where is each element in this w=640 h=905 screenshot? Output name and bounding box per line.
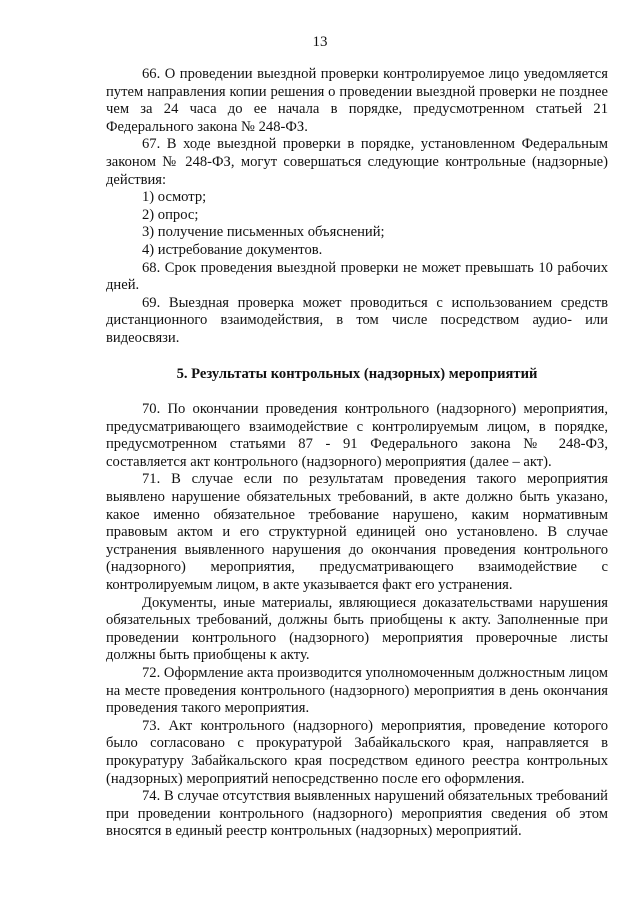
paragraph-69: 69. Выездная проверка может проводиться с использованием средств дистанционного взаимодействия, в том числе посредством аудио- или видеосвязи. bbox=[106, 294, 608, 346]
document-body bbox=[106, 66, 608, 841]
list-item: 1) осмотр; bbox=[142, 189, 207, 206]
list-item: 2) опрос; bbox=[142, 206, 199, 223]
paragraph-67: 67. В ходе выездной проверки в порядке, установленном Федеральным законом № 248-ФЗ, могут совершаться следующие контрольные (надзорные) действия: bbox=[106, 136, 608, 188]
control-actions-list bbox=[106, 189, 608, 259]
section-heading: 5. Результаты контрольных (надзорных) мероприятий bbox=[176, 365, 538, 382]
paragraph-documents: Документы, иные материалы, являющиеся доказательствами нарушения обязательных требований, должны быть приобщены к акту. Заполненные при проведении контрольного (надзорного) мероприятия проверочные листы должны быть приобщены к акту. bbox=[106, 594, 608, 664]
paragraph-73: 73. Акт контрольного (надзорного) мероприятия, проведение которого было согласовано с прокуратурой Забайкальского края, направляется в прокуратуру Забайкальского края посредством единого реестра контрольных (надзорных) мероприятий непосредственно после его оформления. bbox=[106, 717, 608, 787]
page-number: 13 bbox=[312, 34, 328, 50]
paragraph-68: 68. Срок проведения выездной проверки не может превышать 10 рабочих дней. bbox=[106, 259, 608, 294]
paragraph-74: 74. В случае отсутствия выявленных нарушений обязательных требований при проведении контрольного (надзорного) мероприятия сведения об этом вносятся в единый реестр контрольных (надзорных) мероприятий. bbox=[106, 788, 608, 840]
paragraph-70: 70. По окончании проведения контрольного (надзорного) мероприятия, предусматривающего взаимодействие с контролируемым лицом, в порядке, предусмотренном статьями 87 - 91 Федерального закона № 248-ФЗ, составляется акт контрольного (надзорного) мероприятия (далее – акт). bbox=[106, 401, 608, 470]
paragraph-72: 72. Оформление акта производится уполномоченным должностным лицом на месте проведения контрольного (надзорного) мероприятия в день окончания проведения такого мероприятия. bbox=[106, 665, 608, 717]
list-item: 3) получение письменных объяснений; bbox=[142, 224, 385, 241]
paragraph-66: 66. О проведении выездной проверки контролируемое лицо уведомляется путем направления копии решения о проведении выездной проверки не позднее чем за 24 часа до ее начала в порядке, предусмотренном статьей 21 Федерального закона № 248-ФЗ. bbox=[106, 66, 608, 135]
paragraph-71: 71. В случае если по результатам проведения такого мероприятия выявлено нарушение обязательных требований, в акте должно быть указано, какое именно обязательное требование нарушено, каким нормативным правовым актом и его структурной единицей оно установлено. В случае устранения выявленного нарушения до окончания проведения контрольного (надзорного) мероприятия, предусматривающего взаимодействие с контролируемым лицом, в акте указывается факт его устранения. bbox=[106, 471, 608, 594]
list-item: 4) истребование документов. bbox=[142, 241, 323, 258]
